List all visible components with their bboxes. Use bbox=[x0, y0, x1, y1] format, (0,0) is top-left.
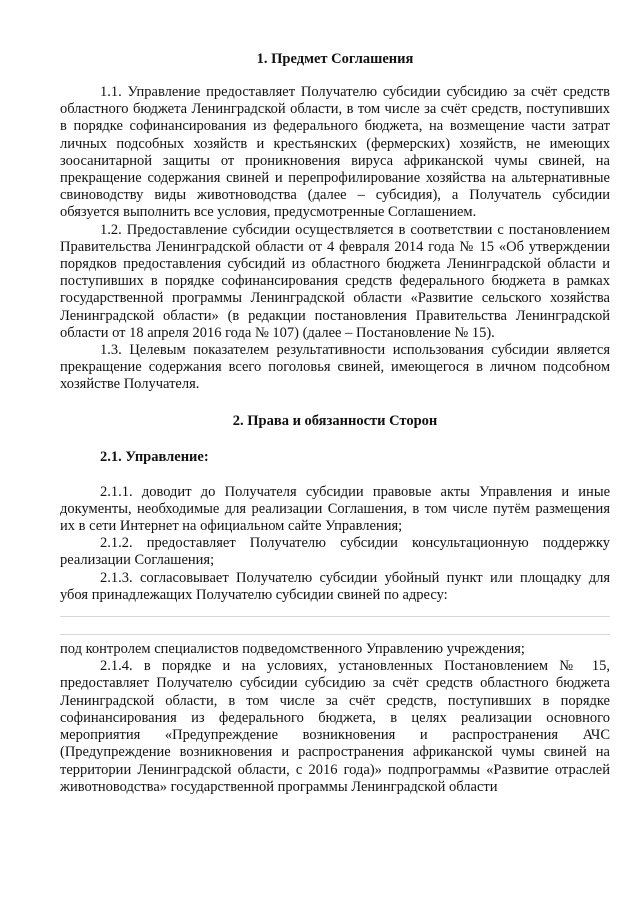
subsection-2-1-title: 2.1. Управление: bbox=[100, 448, 209, 465]
address-blank-line-2 bbox=[60, 622, 610, 635]
paragraph-2-1-1: 2.1.1. доводит до Получателя субсидии правовые акты Управления и иные документы, необходимые для реализации Соглашения, в том числе путём размещения их в сети Интернет на официальном сайте Управления; bbox=[60, 483, 610, 535]
paragraph-2-1-2: 2.1.2. предоставляет Получателю субсидии консультационную поддержку реализации Соглашения; bbox=[60, 535, 610, 569]
paragraph-1-1: 1.1. Управление предоставляет Получателю субсидии субсидию за счёт средств областного бюджета Ленинградской области, в том числе за счёт средств, поступивших в порядке софинансирования из федерального бюджета, на возмещение части затрат личных подсобных хозяйств и крестьянских (фермерских) хозяйств, не имеющих зоосанитарной защиты от проникновения вируса африканской чумы свиней, на прекращение содержания свиней и перепрофилирование хозяйства на альтернативные свиноводству виды животноводства (далее – субсидия), а Получатель субсидии обязуется выполнить все условия, предусмотренные Соглашением. bbox=[60, 84, 610, 221]
paragraph-2-1-4: 2.1.4. в порядке и на условиях, установленных Постановлением № 15, предоставляет Получателю субсидии субсидию за счёт средств областного бюджета Ленинградской области, в том числе за счёт средств, поступивших в порядке софинансирования из федерального бюджета, в целях реализации основного мероприятия «Предупреждение возникновения и распространения АЧС (Предупреждение возникновения и распространения африканской чумы свиней на территории Ленинградской области, с 2016 года)» подпрограммы «Развитие отраслей животноводства» государственной программы Ленинградской области bbox=[60, 658, 610, 795]
paragraph-1-3: 1.3. Целевым показателем результативности использования субсидии является прекращение содержания всего поголовья свиней, имеющегося в личном подсобном хозяйстве Получателя. bbox=[60, 342, 610, 393]
section-2-title: 2. Права и обязанности Сторон bbox=[232, 412, 438, 429]
paragraph-1-2: 1.2. Предоставление субсидии осуществляется в соответствии с постановлением Правительства Ленинградской области от 4 февраля 2014 года № 15 «Об утверждении порядков предоставления субсидий из областного бюджета Ленинградской области и поступивших в порядке софинансирования средств федерального бюджета в рамках государственной программы Ленинградской области «Развитие сельского хозяйства Ленинградской области» (в редакции постановления Правительства Ленинградской области от 18 апреля 2016 года № 107) (далее – Постановление № 15). bbox=[60, 221, 610, 341]
section-1-title: 1. Предмет Соглашения bbox=[256, 51, 414, 67]
paragraph-2-1-3: 2.1.3. согласовывает Получателю субсидии убойный пункт или площадку для убоя принадлежащих Получателю субсидии свиней по адресу: bbox=[60, 569, 610, 603]
address-blank-line-1 bbox=[60, 604, 610, 617]
paragraph-2-1-3-continuation: под контролем специалистов подведомственного Управлению учреждения; bbox=[60, 641, 525, 658]
